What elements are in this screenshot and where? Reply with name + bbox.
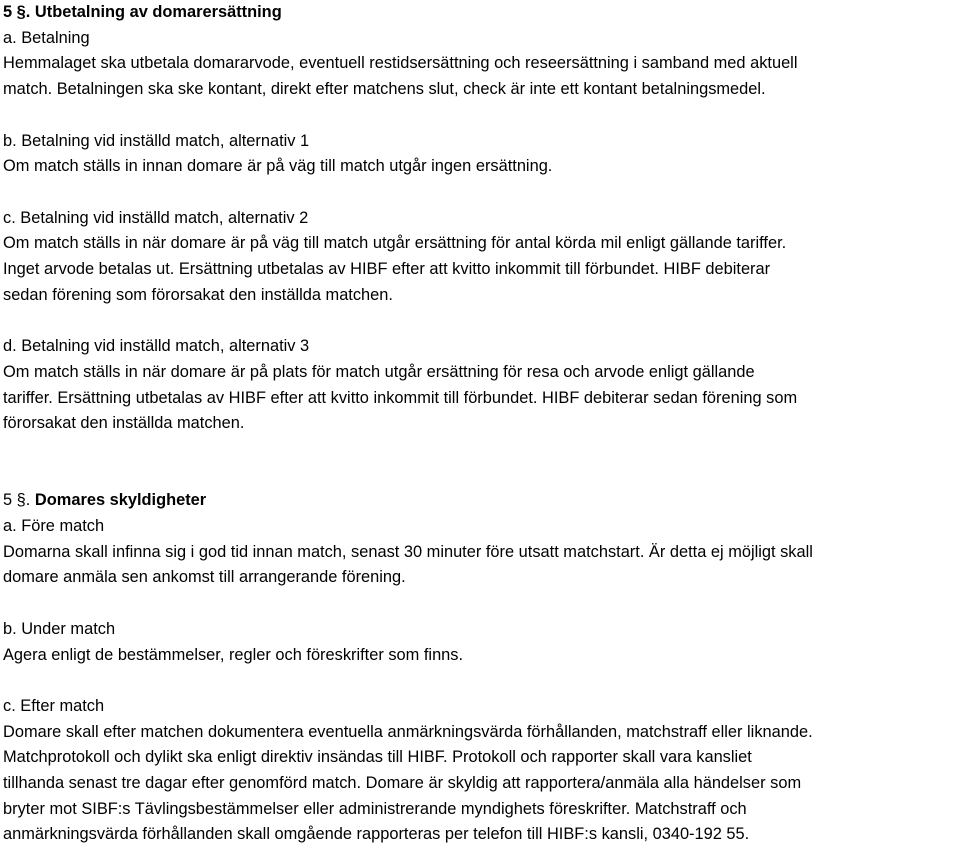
paragraph-line: Domarna skall infinna sig i god tid innan match, senast 30 minuter före utsatt matchstart. Är detta ej möjligt skall bbox=[3, 542, 813, 561]
subsection-heading-b: b. Betalning vid inställd match, alternativ 1 bbox=[3, 131, 310, 150]
spacer bbox=[3, 668, 957, 694]
paragraph-line: tillhanda senast tre dagar efter genomförd match. Domare är skyldig att rapportera/anmäla alla händelser som bbox=[3, 774, 802, 792]
paragraph-line: Matchprotokoll och dylikt ska enligt direktiv insändas till HIBF. Protokoll och rapporter skall vara kansliet bbox=[3, 748, 752, 767]
section-title: Utbetalning av domarersättning bbox=[34, 3, 282, 21]
subsection-heading-a: a. Före match bbox=[3, 517, 105, 535]
paragraph-line: sedan förening som förorsakat den inställda matchen. bbox=[3, 285, 393, 304]
subsection-heading-b: b. Under match bbox=[3, 619, 116, 638]
subsection-heading-a: a. Betalning bbox=[3, 28, 90, 47]
paragraph-line: Om match ställs in när domare är på väg till match utgår ersättning för antal körda mil enligt gällande tariffer. bbox=[3, 234, 787, 253]
paragraph-line: Om match ställs in innan domare är på väg till match utgår ingen ersättning. bbox=[3, 157, 553, 176]
section-title: Domares skyldigheter bbox=[34, 491, 207, 510]
paragraph-line: Om match ställs in när domare är på plats för match utgår ersättning för resa och arvode enligt gällande bbox=[3, 362, 755, 381]
paragraph-line: anmärkningsvärda förhållanden skall omgående rapporteras per telefon till HIBF:s kansli, 0340-192 55. bbox=[3, 825, 750, 844]
spacer bbox=[3, 180, 957, 206]
paragraph-line: Agera enligt de bestämmelser, regler och föreskrifter som finns. bbox=[3, 645, 464, 664]
paragraph-line: Domare skall efter matchen dokumentera eventuella anmärkningsvärda förhållanden, matchstraff eller liknande. bbox=[3, 722, 813, 741]
document-page bbox=[3, 0, 957, 848]
section-heading bbox=[3, 0, 957, 26]
subsection-heading-d: d. Betalning vid inställd match, alternativ 3 bbox=[3, 337, 310, 356]
paragraph-line: match. Betalningen ska ske kontant, direkt efter matchens slut, check är inte ett kontant betalningsmedel. bbox=[3, 80, 766, 99]
spacer bbox=[3, 591, 957, 617]
paragraph-line: bryter mot SIBF:s Tävlingsbestämmelser eller administrerande myndighets föreskrifter. Matchstraff och bbox=[3, 799, 747, 818]
paragraph-line: Hemmalaget ska utbetala domararvode, eventuell restidsersättning och reseersättning i samband med aktuell bbox=[3, 54, 798, 73]
paragraph-line: förorsakat den inställda matchen. bbox=[3, 414, 245, 433]
subsection-heading-c: c. Efter match bbox=[3, 696, 105, 715]
paragraph-line: domare anmäla sen ankomst till arrangerande förening. bbox=[3, 568, 406, 587]
spacer bbox=[3, 103, 957, 129]
section-utbetalning bbox=[3, 0, 957, 437]
section-domares-skyldigheter bbox=[3, 488, 957, 848]
section-heading bbox=[3, 488, 957, 514]
spacer bbox=[3, 308, 957, 334]
subsection-heading-c: c. Betalning vid inställd match, alternativ 2 bbox=[3, 208, 309, 227]
spacer bbox=[3, 437, 957, 488]
paragraph-line: tariffer. Ersättning utbetalas av HIBF efter att kvitto inkommit till förbundet. HIBF debiterar sedan förening som bbox=[3, 388, 798, 407]
section-number: 5 §. bbox=[3, 491, 31, 510]
section-number: 5 §. bbox=[3, 3, 31, 21]
paragraph-line: Inget arvode betalas ut. Ersättning utbetalas av HIBF efter att kvitto inkommit till förbundet. HIBF debiterar bbox=[3, 260, 771, 278]
